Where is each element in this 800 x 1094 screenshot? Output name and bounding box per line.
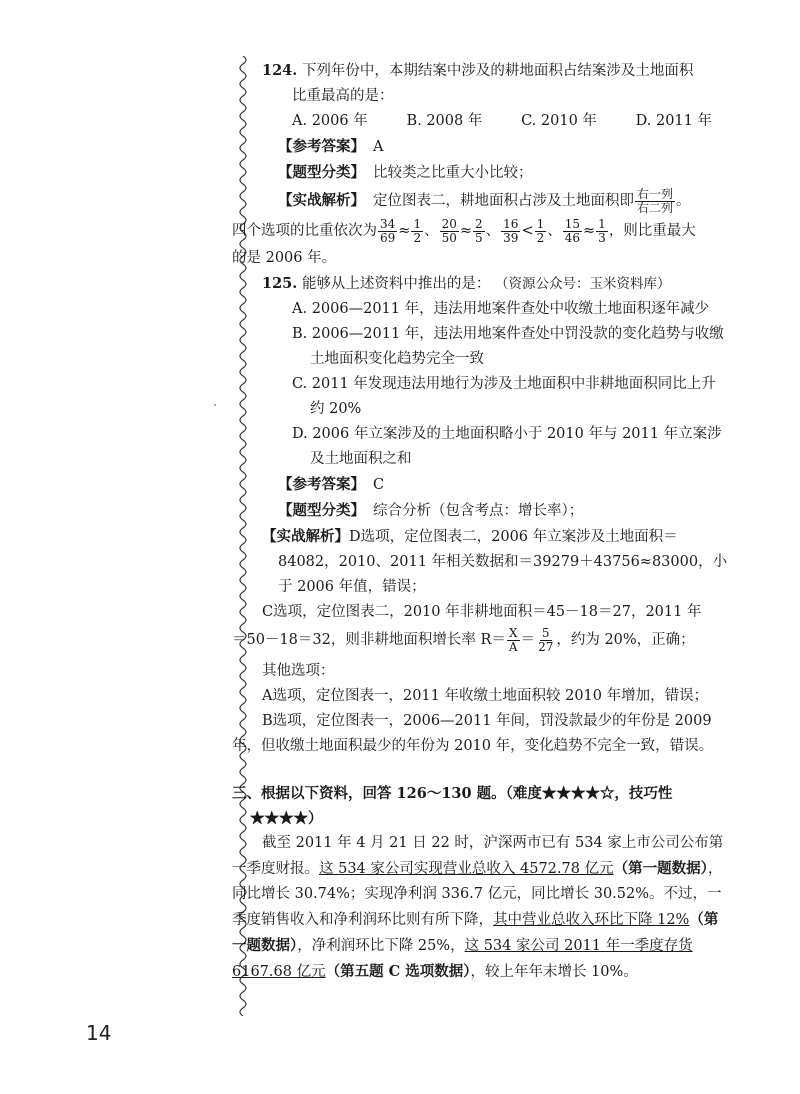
q124-analysis-end: 。 — [676, 193, 691, 209]
q124-options — [262, 109, 730, 134]
q125-analysis-c1: C选项，定位图表二，2010 年非耕地面积＝45－18＝27，2011 年 — [262, 604, 702, 620]
cmp-operator: ≈ — [459, 223, 473, 239]
q125-analysis-a: A选项，定位图表一，2011 年收缴土地面积较 2010 年增加，错误； — [262, 688, 709, 704]
fraction-numerator: 1 — [536, 216, 545, 231]
q124-stem — [262, 58, 730, 84]
q124-stem-line1: 下列年份中，本期结案中涉及的耕地面积占结案涉及土地面积 — [301, 63, 694, 79]
q124-type — [262, 160, 730, 186]
q124-analysis-text: 定位图表二，耕地面积占涉及土地面积即 — [373, 193, 634, 209]
q125-analysis-c2-post: ，约为 20%，正确； — [556, 632, 695, 648]
q124-analysis-fraction — [635, 188, 675, 215]
q124-analysis — [262, 186, 730, 216]
passage-note-2: （第一题数据） — [232, 911, 719, 954]
q124-option-d: D. 2011 年 — [635, 113, 712, 129]
section-3 — [232, 781, 730, 985]
fraction-denominator: 3 — [598, 230, 606, 245]
q125-option-b: B. 2006—2011 年，违法用地案件查处中罚没款的变化趋势与收缴土地面积变化趋势完全一致 — [292, 326, 724, 367]
q125-growth-fraction-numeric — [536, 627, 555, 654]
passage-sentence-5: ，净利润环比下降 25%， — [297, 938, 465, 954]
q125-option-c: C. 2011 年发现违法用地行为涉及土地面积中非耕地面积同比上升约 20% — [292, 376, 716, 417]
cmp-operator: 、 — [485, 223, 501, 239]
fraction-denominator: 46 — [564, 230, 581, 245]
fraction-numerator: X — [508, 625, 518, 640]
q125-analysis-d — [232, 524, 730, 600]
stray-mark — [214, 404, 216, 406]
q124-type-value: 比较类之比重大小比较； — [373, 165, 533, 181]
q124-cmp-prefix: 四个选项的比重依次为 — [232, 223, 377, 239]
cmp-operator: ≈ — [398, 223, 411, 239]
q125-others-title: 其他选项： — [262, 663, 335, 679]
answer-label: 【参考答案】 — [278, 476, 365, 493]
q125-answer-value: C — [373, 477, 385, 493]
fraction-numerator: 右一列 — [637, 186, 674, 201]
passage-sentence-1: 截至 2011 年 4 月 21 日 22 时，沪深两市已有 534 家上市公司公布第一季度财报。 — [232, 835, 724, 877]
cmp-fraction — [501, 218, 520, 245]
question-124 — [232, 58, 730, 271]
q124-number: 124. — [262, 62, 298, 79]
cmp-operator: 、 — [424, 223, 439, 239]
cmp-operator: ≈ — [583, 223, 596, 239]
q125-number: 125. — [262, 275, 298, 292]
passage-sentence-3: ，同比增长 30.74%；实现净利润 336.7 亿元，同比增长 30.52%。不过，一季度销售收入和净利润环比则有所下降， — [232, 861, 723, 928]
fraction-denominator: A — [508, 639, 518, 654]
q125-type — [262, 498, 730, 524]
fraction-numerator: 1 — [598, 216, 606, 231]
cmp-fraction — [535, 218, 547, 245]
q125-analysis-b: B选项，定位图表一，2006—2011 年间，罚没款最少的年份是 2009 年，但收缴土地面积最少的年份为 2010 年，变化趋势不完全一致，错误。 — [232, 713, 714, 754]
passage-note-3: （第五题 C 选项数据） — [325, 963, 471, 980]
analysis-label: 【实战解析】 — [278, 192, 365, 209]
answer-label: 【参考答案】 — [278, 138, 365, 155]
passage-underlined-inventory: 这 534 家公司 2011 年一季度存货 6167.68 亿元 — [232, 938, 693, 980]
fraction-denominator: 5 — [475, 230, 483, 245]
cmp-fraction — [378, 218, 397, 245]
q124-answer — [262, 134, 730, 160]
cmp-fraction — [411, 218, 423, 245]
passage-underlined-decline: 其中营业总收入环比下降 12% — [493, 912, 690, 928]
passage-sentence-7: ，较上年年末增长 10%。 — [470, 964, 638, 980]
cmp-operator: 、 — [547, 223, 562, 239]
q124-answer-value: A — [373, 139, 384, 155]
fraction-numerator: 16 — [503, 216, 519, 231]
analysis-label: 【实战解析】 — [262, 528, 349, 545]
fraction-denominator: 右二列 — [637, 200, 674, 215]
q125-answer — [262, 472, 730, 498]
fraction-denominator: 50 — [441, 230, 457, 245]
cmp-fraction — [596, 218, 608, 245]
section-3-title: 三、根据以下资料，回答 126～130 题。（难度★★★★☆，技巧性★★★★） — [232, 785, 673, 827]
question-125 — [232, 271, 730, 759]
cmp-fraction — [473, 218, 485, 245]
fraction-numerator: 1 — [413, 216, 422, 231]
q124-option-a: A. 2006 年 — [292, 113, 368, 129]
q124-cmp-line2: 的是 2006 年。 — [232, 250, 337, 266]
fraction-denominator: 2 — [536, 230, 545, 245]
q124-stem-line2: 比重最高的是： — [292, 88, 394, 104]
q125-analysis-c2-pre: ＝50－18＝32，则非耕地面积增长率 R＝ — [232, 632, 506, 648]
cmp-operator: < — [521, 223, 534, 239]
fraction-denominator: 27 — [538, 639, 554, 654]
fraction-numerator: 34 — [380, 216, 396, 231]
passage-underlined-revenue: 这 534 家公司实现营业总收入 4572.78 亿元 — [319, 861, 614, 877]
q125-option-d: D. 2006 年立案涉及的土地面积略小于 2010 年与 2011 年立案涉及土地面积之和 — [292, 426, 722, 467]
q124-option-b: B. 2008 年 — [406, 113, 483, 129]
cmp-fraction — [563, 218, 582, 245]
fraction-numerator: 15 — [564, 216, 581, 231]
fraction-numerator: 20 — [441, 216, 457, 231]
q125-option-a: A. 2006—2011 年，违法用地案件查处中收缴土地面积逐年减少 — [292, 301, 710, 317]
fraction-denominator: 39 — [503, 230, 519, 245]
q124-cmp-suffix: ，则比重最大 — [608, 223, 696, 239]
fraction-denominator: 69 — [380, 230, 396, 245]
q124-comparison — [232, 216, 730, 246]
q125-stem-text: 能够从上述资料中推出的是： — [301, 276, 491, 292]
q124-cmp-fractions — [377, 216, 609, 245]
fraction-numerator: 5 — [541, 625, 550, 640]
q125-stem — [262, 271, 730, 297]
q125-source-note: （资源公众号：玉米资料库） — [495, 276, 671, 292]
q125-type-value: 综合分析（包含考点：增长率）； — [373, 503, 584, 519]
q125-analysis-c2 — [232, 625, 730, 655]
type-label: 【题型分类】 — [278, 502, 365, 519]
passage-note-1: （第一题数据） — [613, 860, 708, 877]
equals-sign: ＝ — [520, 632, 536, 648]
fraction-numerator: 2 — [475, 216, 483, 231]
section-3-passage — [232, 831, 730, 985]
cmp-fraction — [440, 218, 459, 245]
type-label: 【题型分类】 — [278, 164, 365, 181]
q125-growth-fraction-symbolic — [507, 627, 520, 654]
page-content — [232, 58, 730, 985]
page-number: 14 — [86, 1021, 112, 1045]
q124-option-c: C. 2010 年 — [521, 113, 597, 129]
q125-analysis-d-text: D选项，定位图表二，2006 年立案涉及土地面积＝84082，2010、2011 年相关数据和＝39279＋43756≈83000，小于 2006 年值，错误； — [278, 529, 728, 595]
fraction-denominator: 2 — [413, 230, 422, 245]
